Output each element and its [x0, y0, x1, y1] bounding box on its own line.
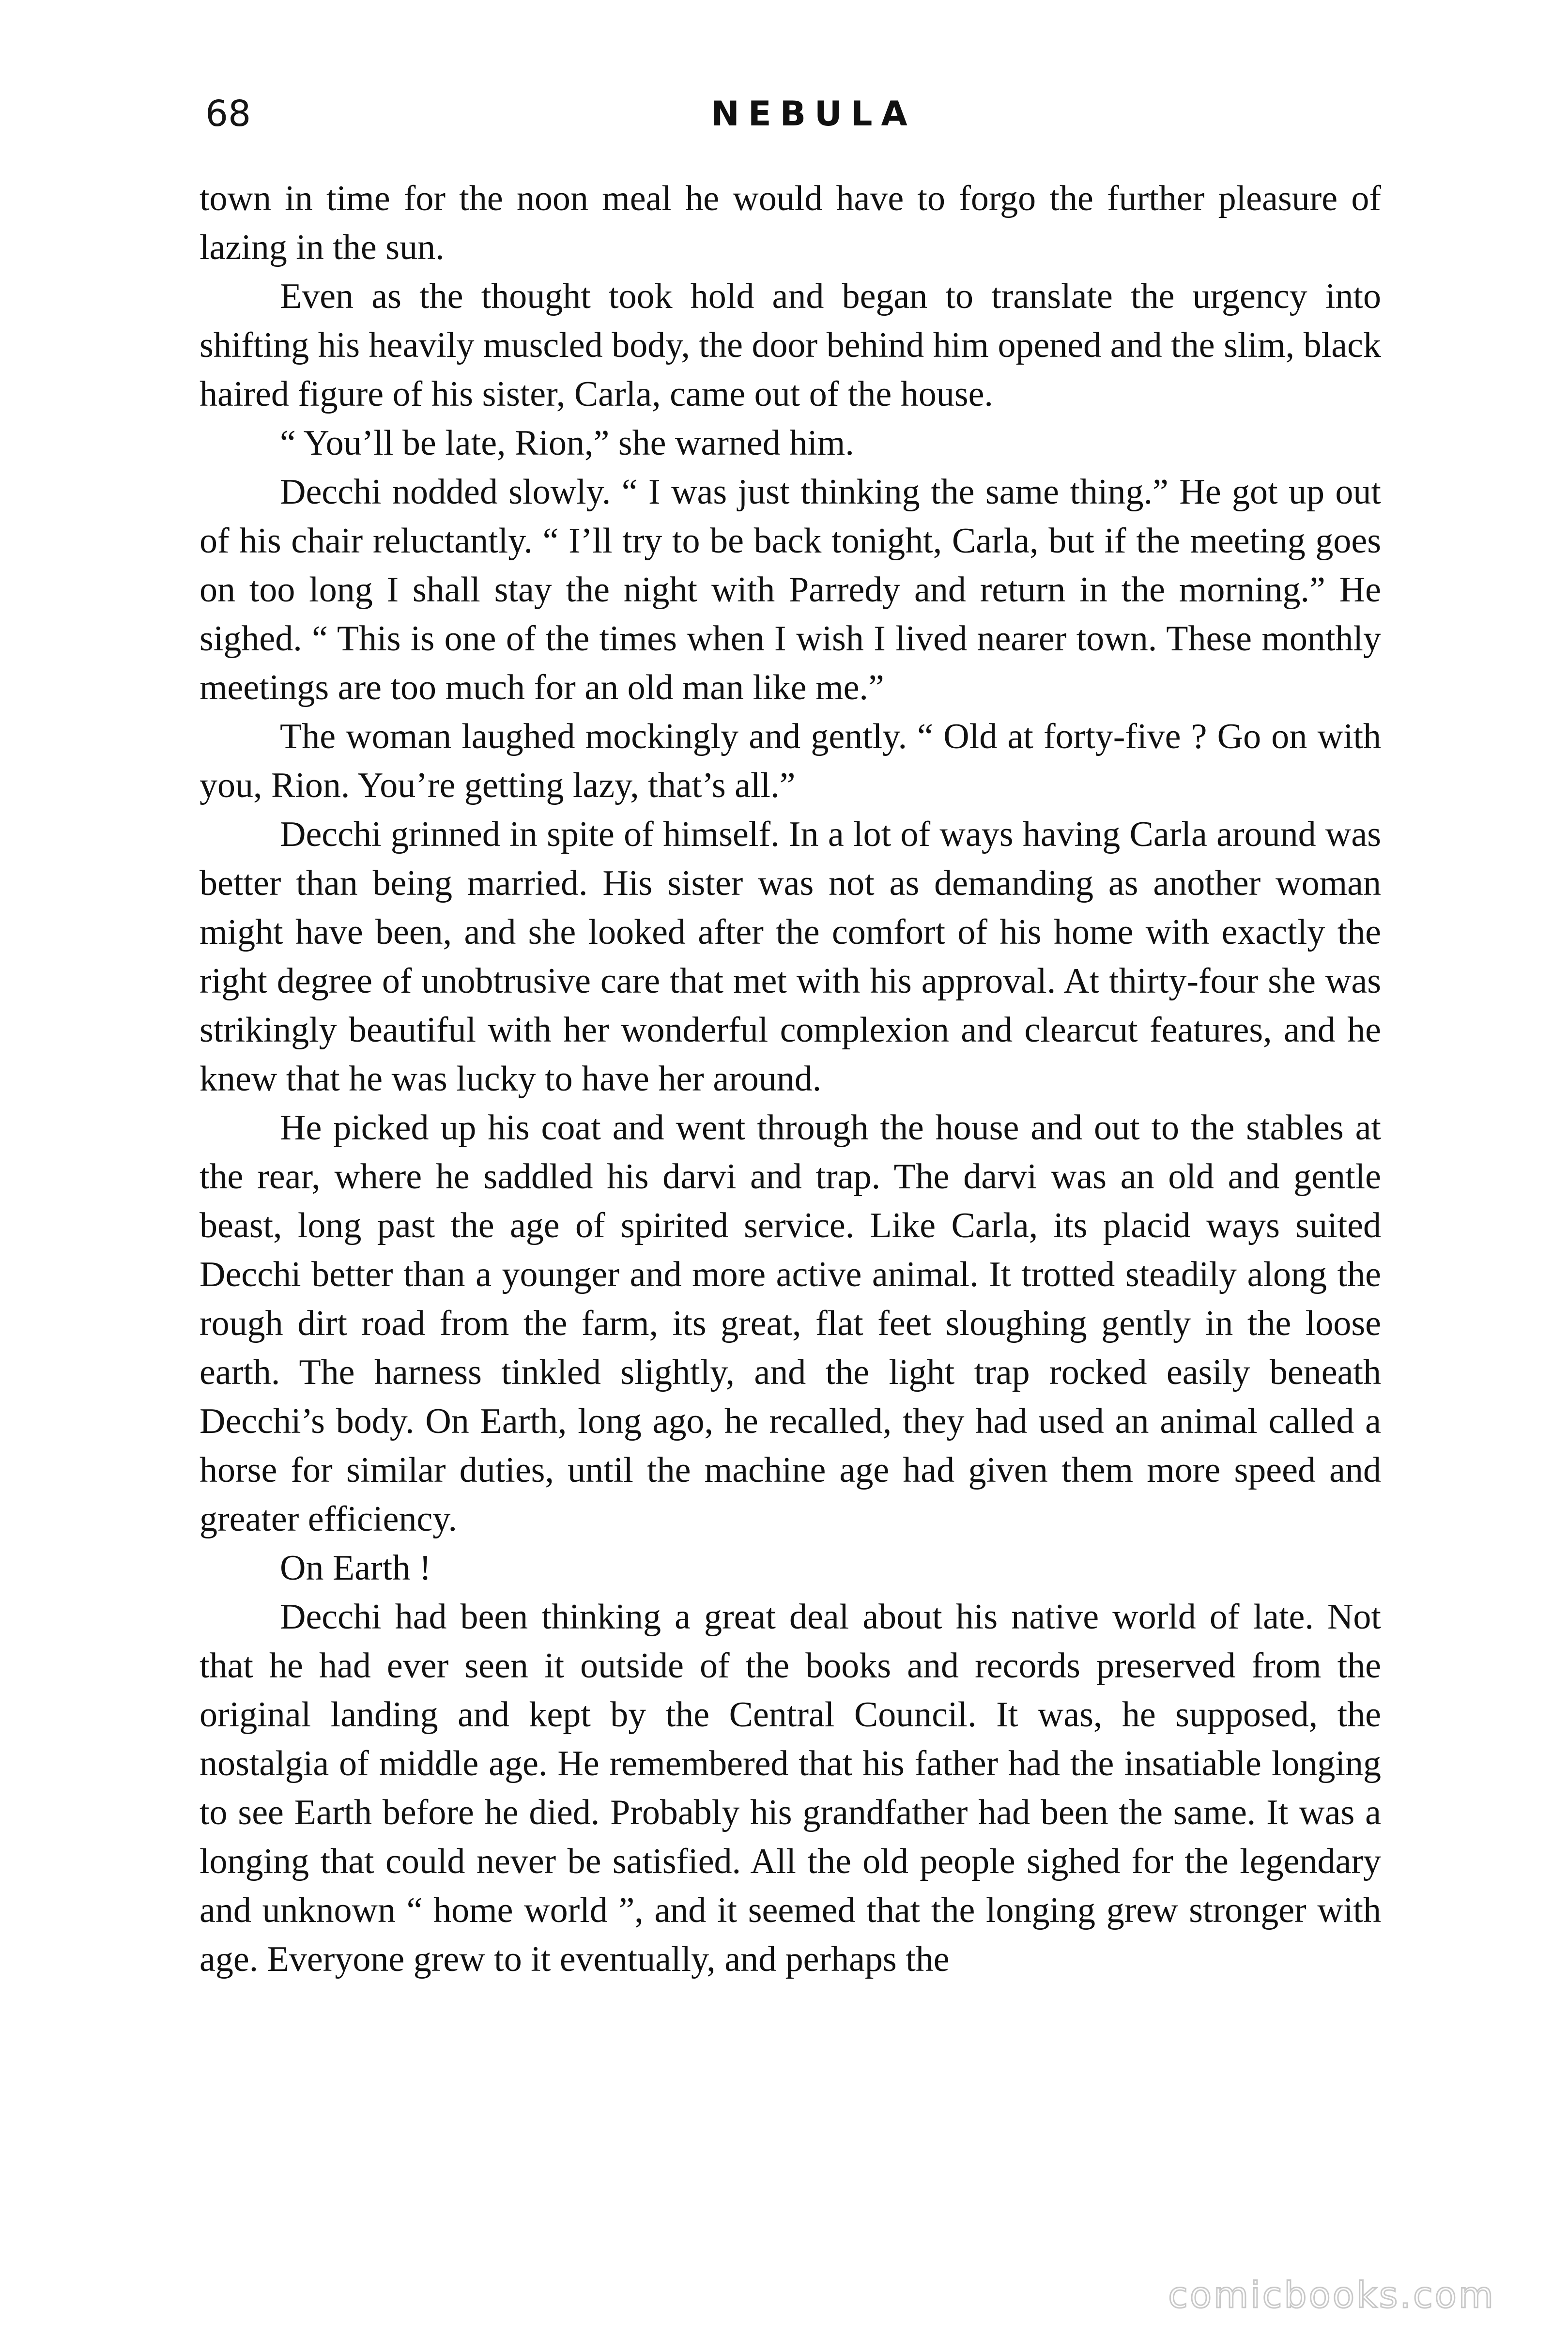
watermark: comicbooks.com [1168, 2275, 1495, 2316]
running-head-title: NEBULA [711, 94, 916, 134]
paragraph: “ You’ll be late, Rion,” she warned him. [280, 423, 854, 463]
paragraph: town in time for the noon meal he would have to forgo the further pleasure of lazing in the sun. [200, 179, 1381, 267]
page-number: 68 [205, 93, 251, 135]
paragraph: Decchi nodded slowly. “ I was just thinking the same thing.” He got up out of his chair reluctantly. “ I’ll try to be back tonight, Carla, but if the meeting goes on too long I shall stay the night with Parredy and return in the morning.” He sighed. “ This is one of the times when I wish I lived nearer town. These monthly meetings are too much for an old man like me.” [200, 472, 1381, 707]
paragraph: Decchi grinned in spite of himself. In a lot of ways having Carla around was better than being married. His sister was not as demanding as another woman might have been, and she looked after the comfort of his home with exactly the right degree of unobtrusive care that met with his approval. At thirty-four she was strikingly beautiful with her wonderful complexion and clearcut features, and he knew that he was lucky to have her around. [200, 815, 1381, 1099]
paragraph: The woman laughed mockingly and gently. “ Old at forty-five ? Go on with you, Rion. You’re getting lazy, that’s all.” [200, 717, 1381, 805]
body-text [200, 174, 1381, 1984]
page-header [0, 90, 1568, 148]
paragraph: Even as the thought took hold and began to translate the urgency into shifting his heavily muscled body, the door behind him opened and the slim, black haired figure of his sister, Carla, came out of the house. [200, 277, 1381, 414]
paragraph: He picked up his coat and went through the house and out to the stables at the rear, where he saddled his darvi and trap. The darvi was an old and gentle beast, long past the age of spirited service. Like Carla, its placid ways suited Decchi better than a younger and more active animal. It trotted steadily along the rough dirt road from the farm, its great, flat feet sloughing gently in the loose earth. The harness tinkled slightly, and the light trap rocked easily beneath Decchi’s body. On Earth, long ago, he recalled, they had used an animal called a horse for similar duties, until the machine age had given them more speed and greater efficiency. [200, 1108, 1381, 1539]
paragraph: On Earth ! [280, 1548, 431, 1588]
paragraph: Decchi had been thinking a great deal about his native world of late. Not that he had ever seen it outside of the books and records preserved from the original landing and kept by the Central Council. It was, he supposed, the nostalgia of middle age. He remembered that his father had the insatiable longing to see Earth before he died. Probably his grandfather had been the same. It was a longing that could never be satisfied. All the old people sighed for the legendary and unknown “ home world ”, and it seemed that the longing grew stronger with age. Everyone grew to it eventually, and perhaps the [200, 1597, 1381, 1979]
